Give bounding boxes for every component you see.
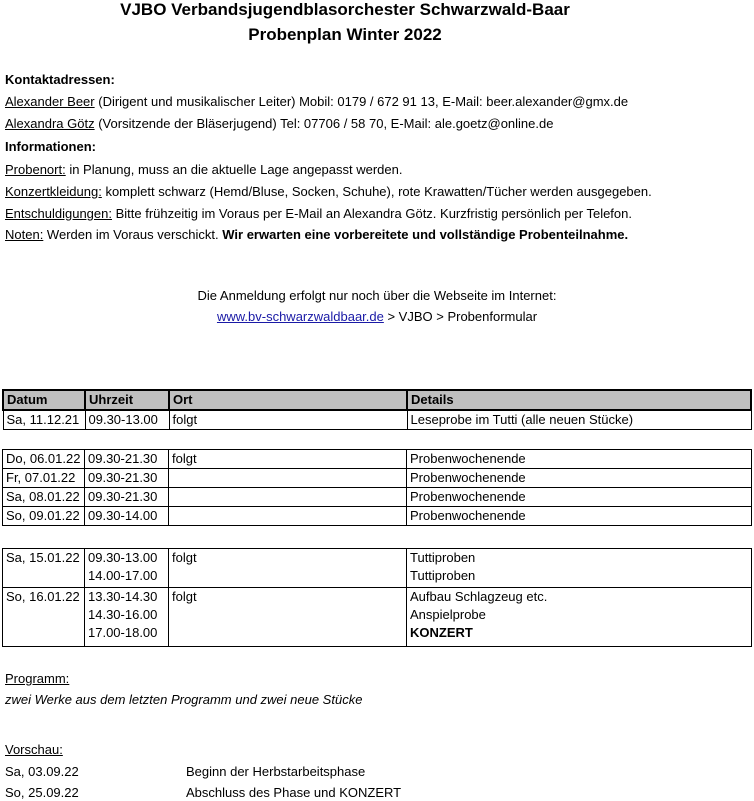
header-uhrzeit: Uhrzeit	[85, 390, 169, 410]
preview-date-1: Sa, 03.09.22	[5, 764, 79, 779]
schedule-table-2	[2, 449, 752, 526]
details-line: Anspielprobe	[410, 607, 486, 622]
cell-place: folgt	[169, 549, 407, 588]
cell-details: Probenwochenende	[407, 469, 752, 488]
cell-details	[407, 588, 752, 647]
details-line: Tuttiproben	[410, 550, 476, 565]
cell-place: folgt	[169, 450, 407, 469]
time-line: 13.30-14.30	[88, 589, 158, 604]
preview-text-2: Abschluss des Phase und KONZERT	[186, 785, 402, 800]
cell-time: 09.30-21.30	[85, 488, 169, 507]
cell-date: Sa, 11.12.21	[3, 410, 85, 430]
website-link[interactable]: www.bv-schwarzwaldbaar.de	[216, 309, 384, 324]
contact-2-details: (Vorsitzende der Bläserjugend) Tel: 07706 / 58 70, E-Mail: ale.goetz@online.de	[94, 116, 554, 131]
program-heading: Programm:	[5, 671, 70, 686]
contact-2-name: Alexandra Götz	[5, 116, 95, 131]
info-entschuldigungen	[5, 206, 632, 222]
time-line: 09.30-13.00	[88, 550, 158, 565]
table-row	[3, 549, 752, 588]
info-noten-label: Noten:	[5, 227, 44, 242]
program-text: zwei Werke aus dem letzten Programm und zwei neue Stücke	[5, 692, 363, 707]
cell-date: Sa, 08.01.22	[3, 488, 85, 507]
cell-time: 09.30-13.00	[85, 410, 169, 430]
registration-path: > VJBO > Probenformular	[383, 309, 538, 324]
cell-details: Probenwochenende	[407, 450, 752, 469]
details-line-concert: KONZERT	[410, 625, 473, 640]
table-row	[3, 410, 751, 430]
cell-details: Leseprobe im Tutti (alle neuen Stücke)	[407, 410, 751, 430]
info-noten	[5, 227, 628, 243]
preview-text-1: Beginn der Herbstarbeitsphase	[186, 764, 366, 779]
cell-place	[169, 488, 407, 507]
info-kleidung-label: Konzertkleidung:	[5, 184, 102, 199]
time-line: 14.00-17.00	[88, 568, 158, 583]
cell-place: folgt	[169, 410, 407, 430]
details-line: Tuttiproben	[410, 568, 476, 583]
info-entschuldigungen-label: Entschuldigungen:	[5, 206, 112, 221]
schedule-table-3	[2, 548, 752, 647]
info-heading: Informationen:	[5, 139, 96, 154]
time-line: 14.30-16.00	[88, 607, 158, 622]
cell-details: Probenwochenende	[407, 507, 752, 526]
table-row	[3, 488, 752, 507]
cell-place	[169, 469, 407, 488]
document-subtitle: Probenplan Winter 2022	[248, 25, 442, 44]
info-probenort	[5, 162, 402, 178]
cell-place	[169, 507, 407, 526]
preview-date-2: So, 25.09.22	[5, 785, 79, 800]
info-noten-bold: Wir erwarten eine vorbereitete und vollständige Probenteilnahme.	[222, 227, 629, 242]
table-row	[3, 507, 752, 526]
cell-time: 09.30-14.00	[85, 507, 169, 526]
cell-time: 09.30-21.30	[85, 469, 169, 488]
cell-details: Probenwochenende	[407, 488, 752, 507]
info-entschuldigungen-text: Bitte frühzeitig im Voraus per E-Mail an Alexandra Götz. Kurzfristig persönlich per Telefon.	[111, 206, 632, 221]
cell-date: Sa, 15.01.22	[3, 549, 85, 588]
cell-time	[85, 549, 169, 588]
table-row	[3, 588, 752, 647]
registration-text: Die Anmeldung erfolgt nur noch über die Webseite im Internet:	[197, 288, 557, 303]
table-header-row	[3, 390, 751, 410]
header-details: Details	[407, 390, 751, 410]
contact-2	[5, 116, 553, 132]
contact-1	[5, 94, 628, 110]
contact-1-name: Alexander Beer	[5, 94, 95, 109]
time-line: 17.00-18.00	[88, 625, 158, 640]
preview-heading: Vorschau:	[5, 742, 63, 757]
cell-time	[85, 588, 169, 647]
cell-time: 09.30-21.30	[85, 450, 169, 469]
info-noten-text: Werden im Voraus verschickt.	[43, 227, 223, 242]
registration-link-line	[0, 309, 754, 325]
contact-1-details: (Dirigent und musikalischer Leiter) Mobil: 0179 / 672 91 13, E-Mail: beer.alexander@gmx.de	[94, 94, 629, 109]
info-kleidung-text: komplett schwarz (Hemd/Bluse, Socken, Schuhe), rote Krawatten/Tücher werden ausgegeben.	[101, 184, 652, 199]
cell-date: Do, 06.01.22	[3, 450, 85, 469]
info-probenort-label: Probenort:	[5, 162, 66, 177]
details-line: Aufbau Schlagzeug etc.	[410, 589, 548, 604]
header-datum: Datum	[3, 390, 85, 410]
cell-date: So, 09.01.22	[3, 507, 85, 526]
schedule-table-1	[2, 389, 752, 430]
cell-details	[407, 549, 752, 588]
table-row	[3, 469, 752, 488]
table-row	[3, 450, 752, 469]
contacts-heading: Kontaktadressen:	[5, 72, 115, 87]
document-title: VJBO Verbandsjugendblasorchester Schwarzwald-Baar	[120, 0, 570, 19]
header-ort: Ort	[169, 390, 407, 410]
info-probenort-text: in Planung, muss an die aktuelle Lage angepasst werden.	[65, 162, 403, 177]
cell-date: Fr, 07.01.22	[3, 469, 85, 488]
cell-place: folgt	[169, 588, 407, 647]
cell-date: So, 16.01.22	[3, 588, 85, 647]
info-kleidung	[5, 184, 652, 200]
